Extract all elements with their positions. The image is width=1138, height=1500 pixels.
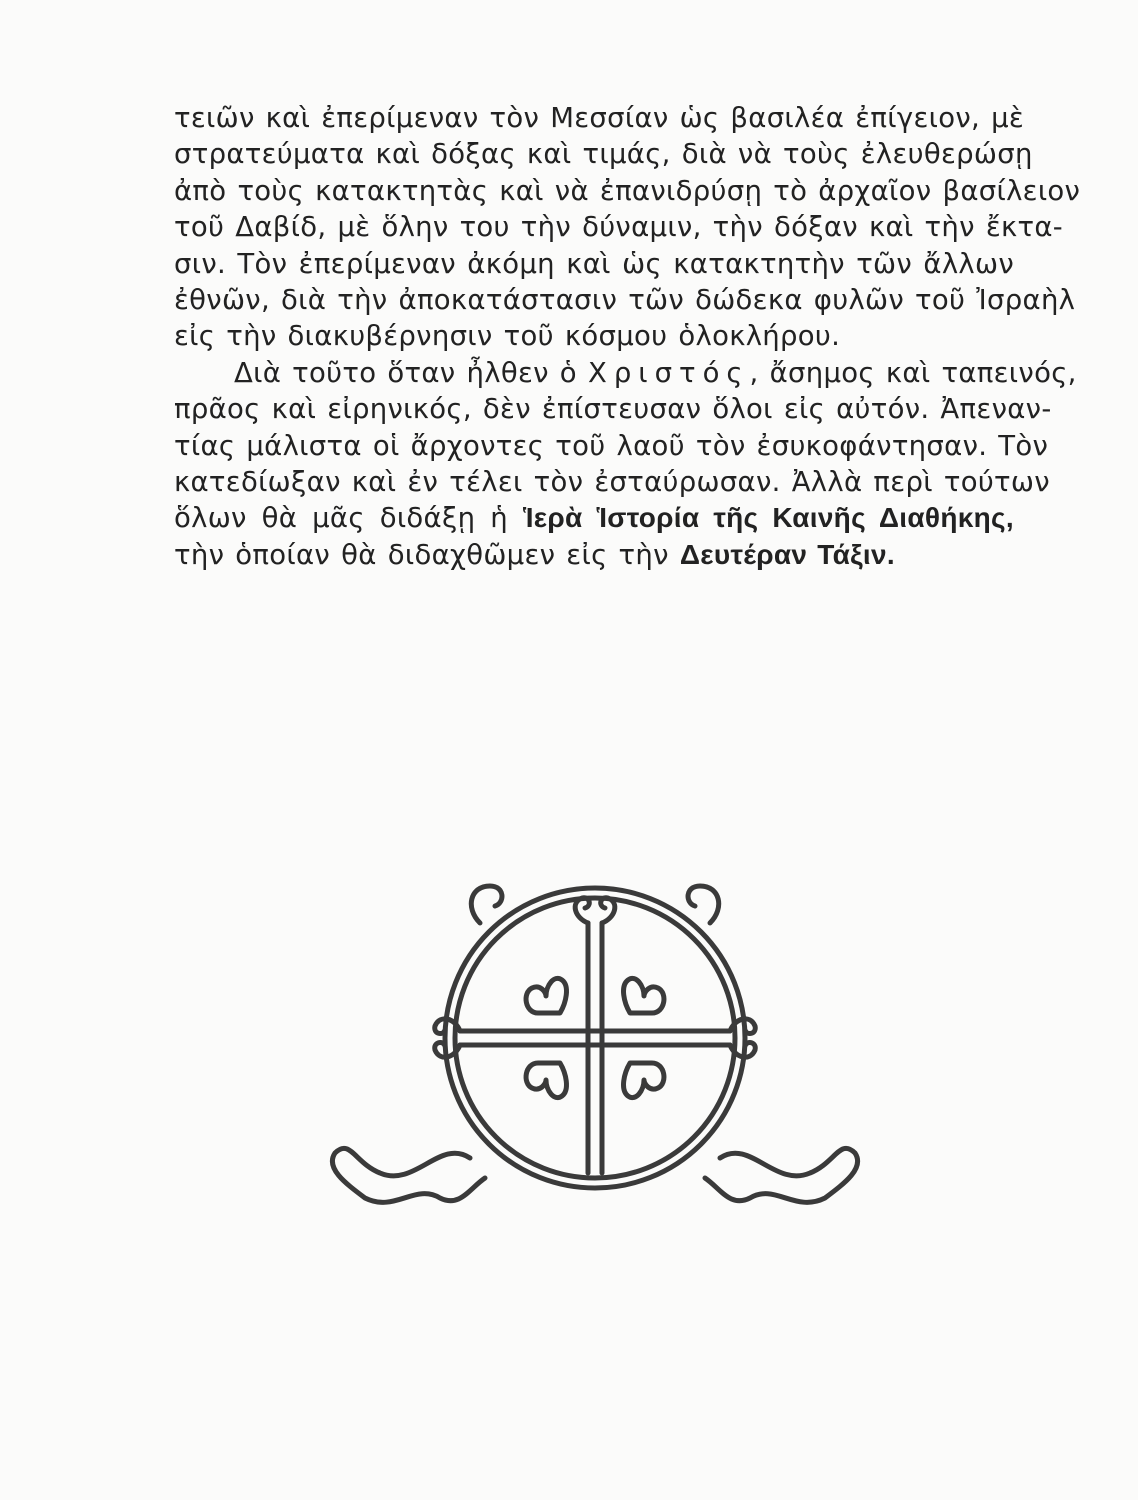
- text-line: εἰς τὴν διακυβέρνησιν τοῦ κόσμου ὁλοκλήρου.: [174, 320, 841, 353]
- text-line: ἐθνῶν, διὰ τὴν ἀποκατάστασιν τῶν δώδεκα φυλῶν τοῦ Ἰσραὴλ: [174, 284, 1076, 317]
- text-line: τίας μάλιστα οἱ ἄρχοντες τοῦ λαοῦ τὸν ἐσυκοφάντησαν. Τὸν: [174, 429, 1049, 462]
- text-line: ἀπὸ τοὺς κατακτητὰς καὶ νὰ ἐπανιδρύσῃ τὸ ἀρχαῖον βασίλειον: [174, 174, 1081, 207]
- text-line: τειῶν καὶ ἐπερίμεναν τὸν Μεσσίαν ὡς βασιλέα ἐπίγειον, μὲ: [174, 102, 1025, 134]
- text-line: κατεδίωξαν καὶ ἐν τέλει τὸν ἐσταύρωσαν. Ἀλλὰ περὶ τούτων: [174, 466, 1050, 499]
- text-line: [174, 500, 1014, 536]
- text-line: [174, 355, 1077, 391]
- inner-ring: [455, 898, 735, 1178]
- top-right-scroll: [688, 886, 719, 923]
- heart-bottom-left: [526, 1063, 566, 1098]
- ribbon-left: [332, 1148, 485, 1202]
- class-name: Δευτέραν Τάξιν.: [679, 538, 895, 570]
- cross-top-finial-left: [575, 898, 589, 923]
- paragraph-2: [174, 355, 1077, 573]
- top-left-scroll: [471, 886, 502, 923]
- heart-bottom-right: [624, 1063, 664, 1098]
- text-segment: , ἄσημος καὶ ταπεινός,: [749, 356, 1077, 389]
- book-title: Ἱερὰ Ἱστορία τῆς Καινῆς Διαθήκης,: [522, 502, 1014, 534]
- text-line: στρατεύματα καὶ δόξας καὶ τιμάς, διὰ νὰ τοὺς ἐλευθερώσῃ: [174, 138, 1033, 171]
- outer-ring: [445, 888, 745, 1188]
- text-segment: τὴν ὁποίαν θὰ διδαχθῶμεν εἰς τὴν: [174, 538, 680, 571]
- cross-top-finial-right: [601, 898, 615, 923]
- cross-in-circle-ornament-icon: [320, 868, 870, 1228]
- text-line: [174, 537, 1014, 573]
- text-line: σιν. Τὸν ἐπερίμεναν ἀκόμη καὶ ὡς κατακτητὴν τῶν ἄλλων: [174, 247, 1014, 280]
- page-text: [174, 100, 1081, 573]
- spaced-name: Χριστός: [587, 356, 750, 389]
- text-line: πρᾶος καὶ εἰρηνικός, δὲν ἐπίστευσαν ὅλοι εἰς αὐτόν. Ἀπεναν-: [174, 393, 1052, 426]
- text-line: τοῦ Δαβίδ, μὲ ὅλην του τὴν δύναμιν, τὴν δόξαν καὶ τὴν ἔκτα-: [174, 211, 1064, 244]
- text-segment: ὅλων θὰ μᾶς διδάξῃ ἡ: [174, 502, 523, 535]
- heart-top-right: [624, 978, 664, 1013]
- heart-top-left: [526, 978, 566, 1013]
- text-segment: Διὰ τοῦτο ὅταν ἦλθεν ὁ: [234, 356, 588, 389]
- ribbon-right: [705, 1148, 858, 1202]
- paragraph-1: [174, 100, 1081, 355]
